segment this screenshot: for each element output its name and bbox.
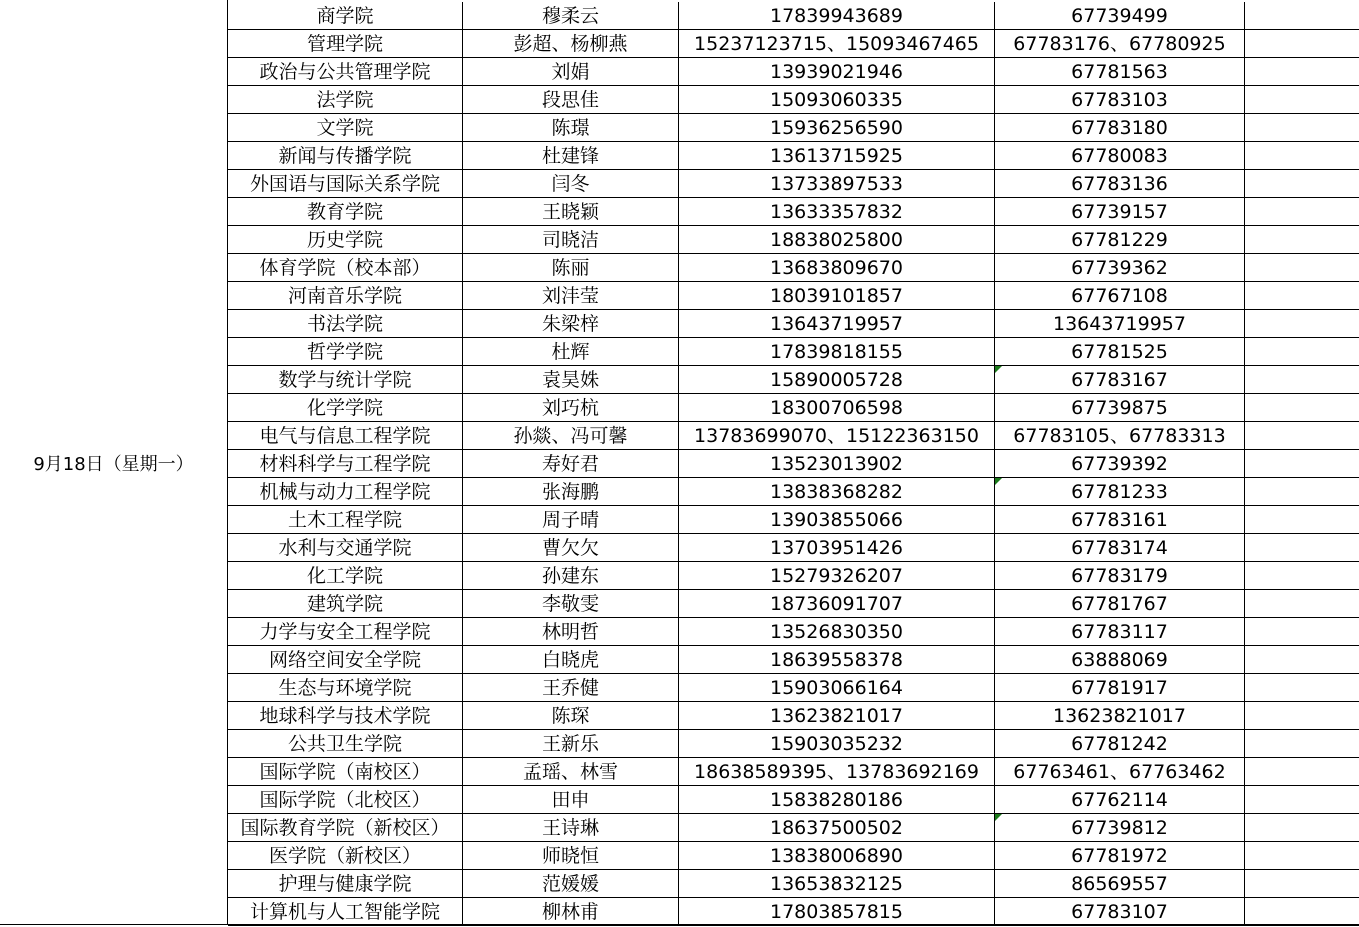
empty-cell[interactable]	[1245, 170, 1359, 197]
mobile-cell[interactable]: 17803857815	[679, 898, 995, 925]
office-phone-text: 67783167	[1071, 369, 1168, 391]
college-cell[interactable]: 护理与健康学院	[228, 870, 463, 897]
table-row	[228, 506, 1359, 534]
contact-cell[interactable]: 袁昊姝	[463, 366, 679, 393]
empty-cell[interactable]	[1245, 86, 1359, 113]
empty-cell[interactable]	[1245, 394, 1359, 421]
contact-cell[interactable]: 张海鹏	[463, 478, 679, 505]
office-phone-cell[interactable]	[995, 366, 1245, 393]
contact-cell[interactable]: 王新乐	[463, 730, 679, 757]
empty-cell[interactable]	[1245, 366, 1359, 393]
mobile-cell[interactable]: 18300706598	[679, 394, 995, 421]
table-row	[228, 394, 1359, 422]
mobile-cell[interactable]: 18039101857	[679, 282, 995, 309]
college-cell[interactable]: 外国语与国际关系学院	[228, 170, 463, 197]
office-phone-cell[interactable]: 67783176、67780925	[995, 30, 1245, 57]
office-phone-cell[interactable]: 67781242	[995, 730, 1245, 757]
mobile-cell[interactable]: 15093060335	[679, 86, 995, 113]
mobile-cell[interactable]: 15903066164	[679, 674, 995, 701]
office-phone-cell[interactable]: 67783180	[995, 114, 1245, 141]
table-row	[228, 618, 1359, 646]
table-row	[228, 114, 1359, 142]
mobile-cell[interactable]: 17839818155	[679, 338, 995, 365]
college-cell[interactable]: 教育学院	[228, 198, 463, 225]
mobile-cell[interactable]: 15936256590	[679, 114, 995, 141]
table-row	[228, 842, 1359, 870]
college-cell[interactable]: 国际教育学院（新校区）	[228, 814, 463, 841]
empty-cell[interactable]	[1245, 2, 1359, 29]
office-phone-cell[interactable]: 67783136	[995, 170, 1245, 197]
table-row	[228, 674, 1359, 702]
empty-cell[interactable]	[1245, 646, 1359, 673]
contact-cell[interactable]: 陈琛	[463, 702, 679, 729]
mobile-cell[interactable]: 18637500502	[679, 814, 995, 841]
table-row	[228, 282, 1359, 310]
empty-cell[interactable]	[1245, 30, 1359, 57]
table-row	[228, 870, 1359, 898]
contact-cell[interactable]: 范媛媛	[463, 870, 679, 897]
empty-cell[interactable]	[1245, 534, 1359, 561]
office-phone-cell[interactable]: 67783174	[995, 534, 1245, 561]
table-row	[228, 786, 1359, 814]
empty-cell[interactable]	[1245, 870, 1359, 897]
table-row	[228, 702, 1359, 730]
college-cell[interactable]: 建筑学院	[228, 590, 463, 617]
empty-cell[interactable]	[1245, 198, 1359, 225]
mobile-cell[interactable]: 13838006890	[679, 842, 995, 869]
empty-cell[interactable]	[1245, 590, 1359, 617]
mobile-cell[interactable]: 18736091707	[679, 590, 995, 617]
college-cell[interactable]: 公共卫生学院	[228, 730, 463, 757]
contact-cell[interactable]: 彭超、杨柳燕	[463, 30, 679, 57]
contact-cell[interactable]: 寿好君	[463, 450, 679, 477]
office-phone-cell[interactable]: 67781563	[995, 58, 1245, 85]
office-phone-cell[interactable]: 67739157	[995, 198, 1245, 225]
table-row	[228, 422, 1359, 450]
mobile-cell[interactable]: 13733897533	[679, 170, 995, 197]
table-row	[228, 366, 1359, 394]
college-cell[interactable]: 电气与信息工程学院	[228, 422, 463, 449]
contact-cell[interactable]: 刘娟	[463, 58, 679, 85]
office-phone-cell[interactable]: 67783107	[995, 898, 1245, 925]
mobile-cell[interactable]: 13838368282	[679, 478, 995, 505]
mobile-cell[interactable]: 13643719957	[679, 310, 995, 337]
empty-cell[interactable]	[1245, 758, 1359, 785]
college-cell[interactable]: 机械与动力工程学院	[228, 478, 463, 505]
table-row	[228, 30, 1359, 58]
office-phone-cell[interactable]: 67781917	[995, 674, 1245, 701]
mobile-cell[interactable]: 13703951426	[679, 534, 995, 561]
contact-cell[interactable]: 田申	[463, 786, 679, 813]
empty-cell[interactable]	[1245, 842, 1359, 869]
college-cell[interactable]: 国际学院（北校区）	[228, 786, 463, 813]
office-phone-cell[interactable]: 13643719957	[995, 310, 1245, 337]
college-cell[interactable]: 医学院（新校区）	[228, 842, 463, 869]
college-cell[interactable]: 力学与安全工程学院	[228, 618, 463, 645]
empty-cell[interactable]	[1245, 114, 1359, 141]
contact-cell[interactable]: 林明哲	[463, 618, 679, 645]
college-cell[interactable]: 数学与统计学院	[228, 366, 463, 393]
table-row	[228, 254, 1359, 282]
contact-cell[interactable]: 司晓洁	[463, 226, 679, 253]
empty-cell[interactable]	[1245, 310, 1359, 337]
table-row	[228, 814, 1359, 842]
mobile-cell[interactable]: 15838280186	[679, 786, 995, 813]
table-row	[228, 170, 1359, 198]
office-phone-cell[interactable]: 67762114	[995, 786, 1245, 813]
contact-cell[interactable]: 孙建东	[463, 562, 679, 589]
contact-cell[interactable]: 周子晴	[463, 506, 679, 533]
contact-cell[interactable]: 柳林甫	[463, 898, 679, 925]
college-cell[interactable]: 化学学院	[228, 394, 463, 421]
table-row	[228, 310, 1359, 338]
mobile-cell[interactable]: 13939021946	[679, 58, 995, 85]
mobile-cell[interactable]: 15279326207	[679, 562, 995, 589]
contact-cell[interactable]: 王诗琳	[463, 814, 679, 841]
empty-cell[interactable]	[1245, 730, 1359, 757]
office-phone-cell[interactable]: 67763461、67763462	[995, 758, 1245, 785]
mobile-cell[interactable]: 15237123715、15093467465	[679, 30, 995, 57]
empty-cell[interactable]	[1245, 226, 1359, 253]
mobile-cell[interactable]: 15903035232	[679, 730, 995, 757]
table-row	[228, 142, 1359, 170]
contact-cell[interactable]: 孟瑶、林雪	[463, 758, 679, 785]
office-phone-cell[interactable]: 67781767	[995, 590, 1245, 617]
contact-cell[interactable]: 陈丽	[463, 254, 679, 281]
empty-cell[interactable]	[1245, 898, 1359, 925]
mobile-cell[interactable]: 13613715925	[679, 142, 995, 169]
contact-cell[interactable]: 段思佳	[463, 86, 679, 113]
table-row	[228, 730, 1359, 758]
table-row	[228, 198, 1359, 226]
contact-cell[interactable]: 师晓恒	[463, 842, 679, 869]
college-cell[interactable]: 化工学院	[228, 562, 463, 589]
empty-cell[interactable]	[1245, 562, 1359, 589]
comment-indicator-icon	[995, 814, 1002, 821]
college-cell[interactable]: 文学院	[228, 114, 463, 141]
college-cell[interactable]: 计算机与人工智能学院	[228, 898, 463, 925]
contact-cell[interactable]: 杜辉	[463, 338, 679, 365]
mobile-cell[interactable]: 13903855066	[679, 506, 995, 533]
college-cell[interactable]: 生态与环境学院	[228, 674, 463, 701]
contact-cell[interactable]: 孙燚、冯可馨	[463, 422, 679, 449]
college-cell[interactable]: 哲学学院	[228, 338, 463, 365]
office-phone-cell[interactable]: 67783105、67783313	[995, 422, 1245, 449]
empty-cell[interactable]	[1245, 142, 1359, 169]
office-phone-cell[interactable]: 63888069	[995, 646, 1245, 673]
office-phone-cell[interactable]: 67783179	[995, 562, 1245, 589]
office-phone-cell[interactable]: 67783103	[995, 86, 1245, 113]
office-phone-cell[interactable]	[995, 814, 1245, 841]
office-phone-cell[interactable]: 67781525	[995, 338, 1245, 365]
mobile-cell[interactable]: 15890005728	[679, 366, 995, 393]
table-row	[228, 646, 1359, 674]
table-row	[228, 478, 1359, 506]
office-phone-cell[interactable]: 67780083	[995, 142, 1245, 169]
office-phone-cell[interactable]: 86569557	[995, 870, 1245, 897]
office-phone-cell[interactable]: 13623821017	[995, 702, 1245, 729]
empty-cell[interactable]	[1245, 674, 1359, 701]
college-cell[interactable]: 管理学院	[228, 30, 463, 57]
contact-cell[interactable]: 穆柔云	[463, 2, 679, 29]
table-row	[228, 758, 1359, 786]
college-cell[interactable]: 商学院	[228, 2, 463, 29]
mobile-cell[interactable]: 13623821017	[679, 702, 995, 729]
contact-cell[interactable]: 杜建锋	[463, 142, 679, 169]
office-phone-cell[interactable]: 67739875	[995, 394, 1245, 421]
office-phone-text: 67781233	[1071, 481, 1168, 503]
mobile-cell[interactable]: 13783699070、15122363150	[679, 422, 995, 449]
table-row	[228, 562, 1359, 590]
college-cell[interactable]: 网络空间安全学院	[228, 646, 463, 673]
contact-cell[interactable]: 陈璟	[463, 114, 679, 141]
mobile-cell[interactable]: 13633357832	[679, 198, 995, 225]
table-row	[228, 898, 1359, 926]
office-phone-cell[interactable]	[995, 478, 1245, 505]
empty-cell[interactable]	[1245, 254, 1359, 281]
office-phone-cell[interactable]: 67739392	[995, 450, 1245, 477]
college-cell[interactable]: 体育学院（校本部）	[228, 254, 463, 281]
office-phone-cell[interactable]: 67783117	[995, 618, 1245, 645]
comment-indicator-icon	[995, 478, 1002, 485]
college-cell[interactable]: 国际学院（南校区）	[228, 758, 463, 785]
contact-cell[interactable]: 李敬雯	[463, 590, 679, 617]
empty-cell[interactable]	[1245, 422, 1359, 449]
college-cell[interactable]: 历史学院	[228, 226, 463, 253]
office-phone-cell[interactable]: 67739362	[995, 254, 1245, 281]
contact-cell[interactable]: 刘沣莹	[463, 282, 679, 309]
college-cell[interactable]: 河南音乐学院	[228, 282, 463, 309]
college-cell[interactable]: 书法学院	[228, 310, 463, 337]
table-row	[228, 226, 1359, 254]
mobile-cell[interactable]: 18639558378	[679, 646, 995, 673]
mobile-cell[interactable]: 13523013902	[679, 450, 995, 477]
table-row	[228, 2, 1359, 30]
mobile-cell[interactable]: 13526830350	[679, 618, 995, 645]
mobile-cell[interactable]: 17839943689	[679, 2, 995, 29]
college-cell[interactable]: 水利与交通学院	[228, 534, 463, 561]
table-row	[228, 86, 1359, 114]
office-phone-cell[interactable]: 67781972	[995, 842, 1245, 869]
college-cell[interactable]: 政治与公共管理学院	[228, 58, 463, 85]
mobile-cell[interactable]: 18838025800	[679, 226, 995, 253]
empty-cell[interactable]	[1245, 450, 1359, 477]
contact-cell[interactable]: 闫冬	[463, 170, 679, 197]
office-phone-text: 67739812	[1071, 817, 1168, 839]
college-cell[interactable]: 法学院	[228, 86, 463, 113]
contact-cell[interactable]: 王乔健	[463, 674, 679, 701]
table-row	[228, 58, 1359, 86]
mobile-cell[interactable]: 13683809670	[679, 254, 995, 281]
empty-cell[interactable]	[1245, 618, 1359, 645]
empty-cell[interactable]	[1245, 58, 1359, 85]
empty-cell[interactable]	[1245, 338, 1359, 365]
office-phone-cell[interactable]: 67783161	[995, 506, 1245, 533]
table-row	[228, 534, 1359, 562]
empty-cell[interactable]	[1245, 282, 1359, 309]
college-cell[interactable]: 土木工程学院	[228, 506, 463, 533]
office-phone-cell[interactable]: 67739499	[995, 2, 1245, 29]
empty-cell[interactable]	[1245, 702, 1359, 729]
mobile-cell[interactable]: 13653832125	[679, 870, 995, 897]
college-cell[interactable]: 材料科学与工程学院	[228, 450, 463, 477]
contact-cell[interactable]: 白晓虎	[463, 646, 679, 673]
empty-cell[interactable]	[1245, 786, 1359, 813]
office-phone-cell[interactable]: 67767108	[995, 282, 1245, 309]
contact-cell[interactable]: 曹欠欠	[463, 534, 679, 561]
contact-cell[interactable]: 朱梁梓	[463, 310, 679, 337]
empty-cell[interactable]	[1245, 478, 1359, 505]
table-row	[228, 338, 1359, 366]
contact-cell[interactable]: 刘巧杭	[463, 394, 679, 421]
empty-cell[interactable]	[1245, 814, 1359, 841]
date-cell[interactable]: 9月18日（星期一）	[0, 0, 228, 925]
table-row	[228, 590, 1359, 618]
empty-cell[interactable]	[1245, 506, 1359, 533]
office-phone-cell[interactable]: 67781229	[995, 226, 1245, 253]
contact-cell[interactable]: 王晓颖	[463, 198, 679, 225]
table-row	[228, 450, 1359, 478]
mobile-cell[interactable]: 18638589395、13783692169	[679, 758, 995, 785]
college-cell[interactable]: 新闻与传播学院	[228, 142, 463, 169]
comment-indicator-icon	[995, 366, 1002, 373]
college-cell[interactable]: 地球科学与技术学院	[228, 702, 463, 729]
